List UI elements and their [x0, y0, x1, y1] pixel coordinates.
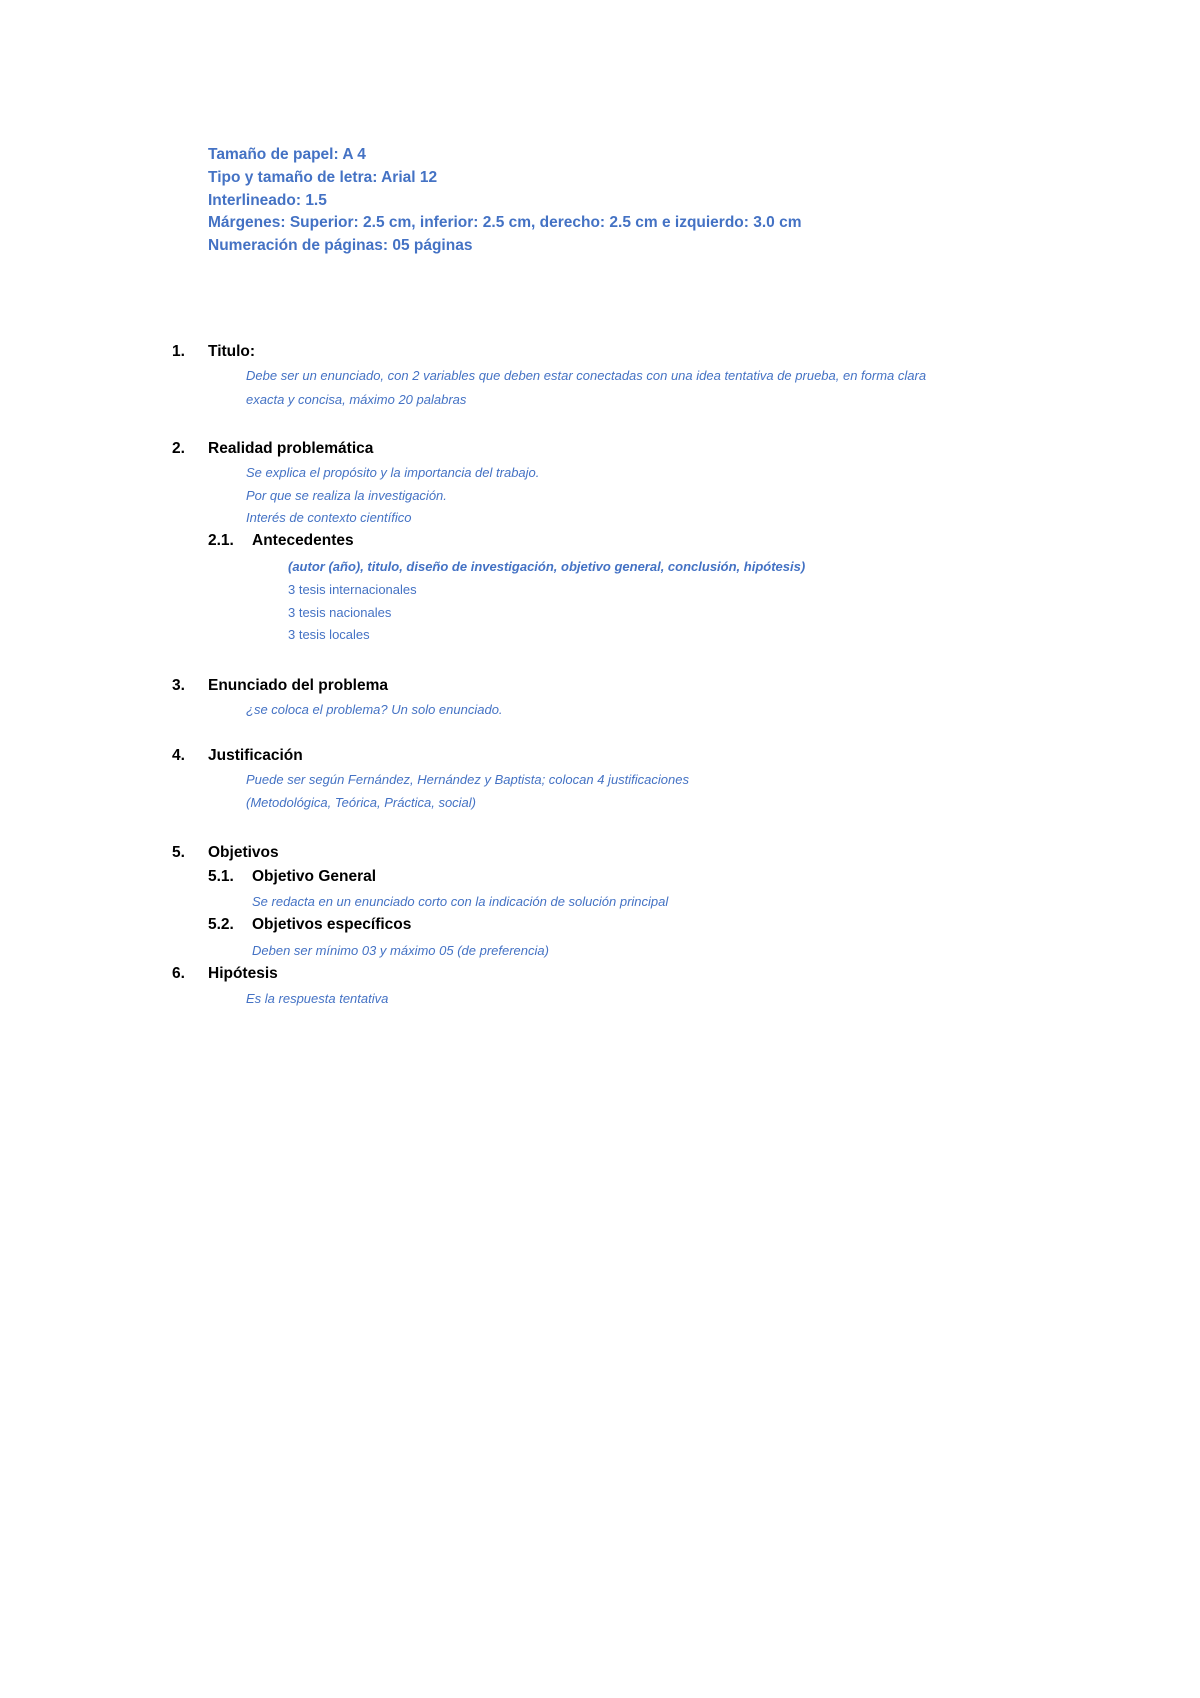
subsection-number: 5.2. — [208, 916, 234, 933]
section-number: 5. — [172, 844, 185, 861]
guide-text: Es la respuesta tentativa — [246, 991, 389, 1006]
antecedentes-item: 3 tesis nacionales — [288, 605, 392, 620]
antecedentes-item: 3 tesis locales — [288, 627, 370, 642]
subsection-number: 5.1. — [208, 868, 234, 885]
line-spacing-line: Interlineado: 1.5 — [208, 192, 327, 209]
margins-line: Márgenes: Superior: 2.5 cm, inferior: 2.5 cm, derecho: 2.5 cm e izquierdo: 3.0 cm — [208, 214, 802, 231]
section-heading: Hipótesis — [208, 965, 278, 982]
guide-text: Se explica el propósito y la importancia del trabajo. — [246, 465, 540, 480]
section-number: 6. — [172, 965, 185, 982]
guide-text: Debe ser un enunciado, con 2 variables que deben estar conectadas con una idea tentativa de prueba, en forma clara — [246, 368, 927, 383]
guide-text: Deben ser mínimo 03 y máximo 05 (de preferencia) — [252, 943, 549, 958]
subsection-heading: Objetivo General — [252, 868, 377, 885]
guide-text: exacta y concisa, máximo 20 palabras — [246, 392, 467, 407]
section-heading: Titulo: — [208, 343, 256, 360]
subsection-heading: Objetivos específicos — [252, 916, 412, 933]
font-line: Tipo y tamaño de letra: Arial 12 — [208, 169, 438, 186]
antecedentes-format: (autor (año), titulo, diseño de investigación, objetivo general, conclusión, hipótesis) — [288, 559, 806, 574]
section-number: 3. — [172, 677, 185, 694]
guide-text: (Metodológica, Teórica, Práctica, social) — [246, 795, 477, 810]
subsection-number: 2.1. — [208, 532, 234, 549]
subsection-heading: Antecedentes — [252, 532, 354, 549]
section-number: 4. — [172, 747, 185, 764]
section-number: 2. — [172, 440, 185, 457]
guide-text: Puede ser según Fernández, Hernández y Baptista; colocan 4 justificaciones — [246, 772, 689, 787]
section-heading: Enunciado del problema — [208, 677, 388, 694]
guide-text: Por que se realiza la investigación. — [246, 488, 447, 503]
section-heading: Justificación — [208, 747, 303, 764]
paper-size-line: Tamaño de papel: A 4 — [208, 146, 366, 163]
page-numbering-line: Numeración de páginas: 05 páginas — [208, 237, 473, 254]
section-number: 1. — [172, 343, 185, 360]
section-heading: Realidad problemática — [208, 440, 374, 457]
antecedentes-item: 3 tesis internacionales — [288, 582, 417, 597]
guide-text: Interés de contexto científico — [246, 510, 412, 525]
section-heading: Objetivos — [208, 844, 279, 861]
guide-text: ¿se coloca el problema? Un solo enunciado. — [246, 702, 503, 717]
guide-text: Se redacta en un enunciado corto con la indicación de solución principal — [252, 894, 669, 909]
